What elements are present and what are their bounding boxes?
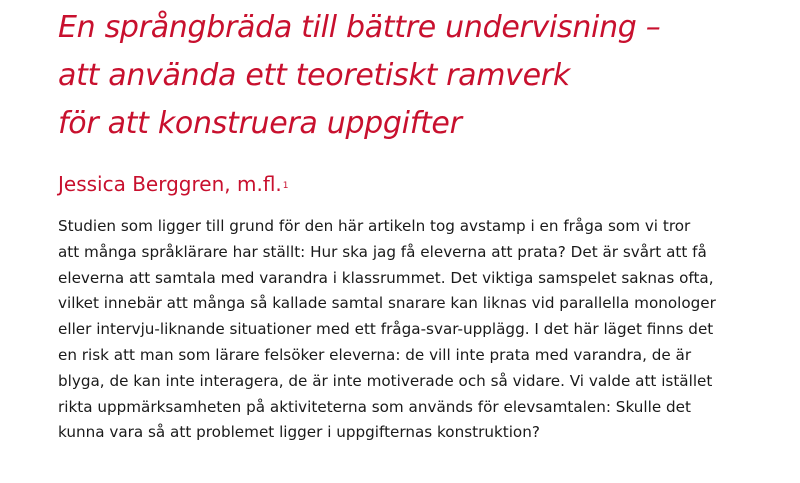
author-name: Jessica Berggren, m.fl.: [58, 172, 282, 196]
title-line: att använda ett teoretiskt ramverk: [58, 58, 570, 93]
footnote-reference: 1: [282, 181, 289, 191]
body-line: blyga, de kan inte interagera, de är inte motiverade och så vidare. Vi valde att istället: [58, 371, 713, 390]
body-line: eleverna att samtala med varandra i klassrummet. Det viktiga samspelet saknas ofta,: [58, 268, 714, 287]
author-byline: [58, 170, 289, 198]
body-line: rikta uppmärksamheten på aktiviteterna som används för elevsamtalen: Skulle det: [58, 397, 691, 416]
title-line: för att konstruera uppgifter: [58, 106, 462, 141]
body-line: kunna vara så att problemet ligger i uppgifternas konstruktion?: [58, 423, 540, 442]
body-line: en risk att man som lärare felsöker eleverna: de vill inte prata med varandra, de är: [58, 345, 692, 364]
body-line: eller intervju-liknande situationer med ett fråga-svar-upplägg. I det här läget finns det: [58, 320, 714, 339]
article-body: [58, 214, 778, 446]
title-line: En språngbräda till bättre undervisning –: [58, 10, 661, 45]
body-line: Studien som ligger till grund för den här artikeln tog avstamp i en fråga som vi tror: [58, 217, 691, 235]
body-line: vilket innebär att många så kallade samtal snarare kan liknas vid parallella monologer: [58, 294, 716, 313]
article-title: [58, 4, 788, 148]
body-line: att många språklärare har ställt: Hur ska jag få eleverna att prata? Det är svårt att få: [58, 242, 707, 261]
